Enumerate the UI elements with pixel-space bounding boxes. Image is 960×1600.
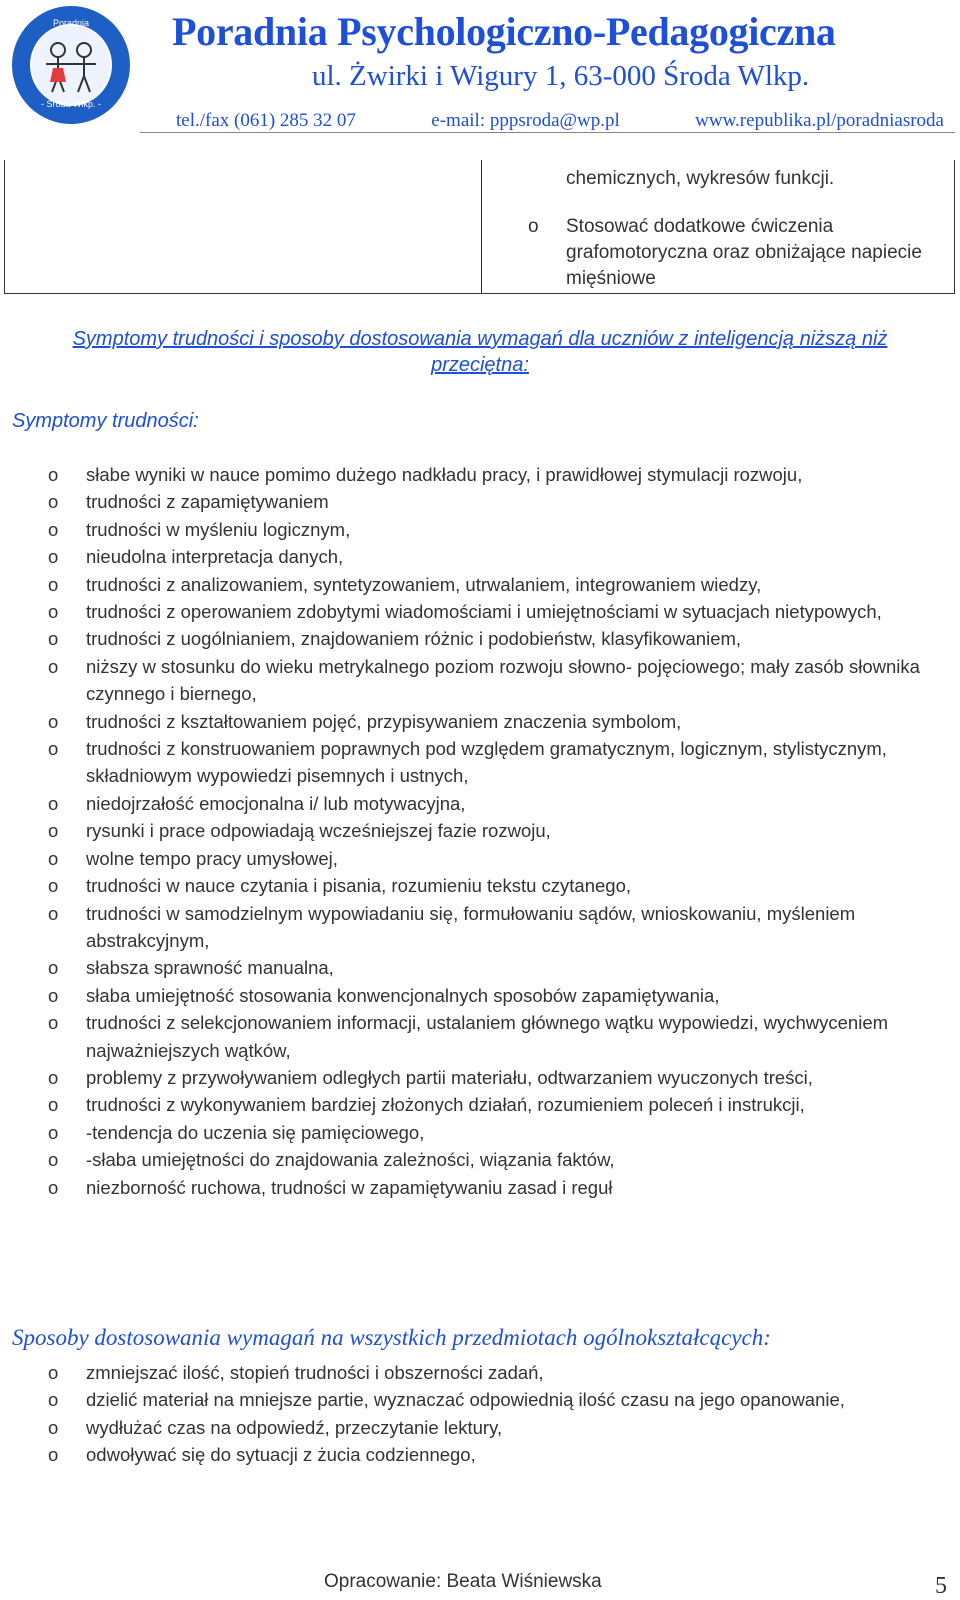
section-heading [0,326,960,378]
page-number: 5 [935,1573,947,1599]
header-divider [140,132,955,133]
list-item: o trudności z wykonywaniem bardziej złożonych działań, rozumieniem poleceń i instrukcji, [0,1091,940,1118]
svg-text:- Środa Wlkp. -: - Środa Wlkp. - [40,99,102,109]
list-item: o trudności z uogólnianiem, znajdowaniem różnic i podobieństw, klasyfikowaniem, [0,625,940,652]
list-item: o słabsza sprawność manualna, [0,954,940,981]
list-item: o wolne tempo pracy umysłowej, [0,845,940,872]
symptoms-heading: Symptomy trudności: [12,410,199,432]
list-item: o wydłużać czas na odpowiedź, przeczytanie lektury, [0,1414,940,1441]
list-item: o trudności z analizowaniem, syntetyzowaniem, utrwalaniem, integrowaniem wiedzy, [0,571,940,598]
list-item: o trudności w myśleniu logicznym, [0,516,940,543]
list-item: o nieudolna interpretacja danych, [0,543,940,570]
list-item: o -tendencja do uczenia się pamięciowego, [0,1119,940,1146]
section-heading-line2: przeciętna: [431,354,529,376]
adjustments-heading: Sposoby dostosowania wymagań na wszystkich przedmiotach ogólnokształcących: [12,1325,771,1350]
clinic-title: Poradnia Psychologiczno-Pedagogiczna [172,9,836,54]
website: www.republika.pl/poradniasroda [695,110,944,131]
letterhead [0,0,960,135]
list-item: o odwoływać się do sytuacji z żucia codziennego, [0,1441,940,1468]
footer-author: Opracowanie: Beata Wiśniewska [324,1571,602,1592]
list-item: o trudności w samodzielnym wypowiadaniu się, formułowaniu sądów, wnioskowaniu, myśleniem abstrakcyjnym, [0,900,940,955]
table-fragment [4,160,955,294]
list-item: o słaba umiejętność stosowania konwencjonalnych sposobów zapamiętywania, [0,982,940,1009]
bullet: o [528,216,539,237]
list-item: o problemy z przywoływaniem odległych partii materiału, odtwarzaniem wyuczonych treści, [0,1064,940,1091]
list-item: o trudności w nauce czytania i pisania, rozumieniu tekstu czytanego, [0,872,940,899]
list-item: o niedojrzałość emocjonalna i/ lub motywacyjna, [0,790,940,817]
list-item: o trudności z zapamiętywaniem [0,488,940,515]
symptoms-list [0,461,940,1201]
section-heading-line1: Symptomy trudności i sposoby dostosowania wymagań dla uczniów z inteligencją niższą niż [72,328,888,350]
list-item: o trudności z operowaniem zdobytymi wiadomościami i umiejętnościami w sytuacjach nietypowych, [0,598,940,625]
adjustments-list [0,1359,940,1469]
table-cell-text: chemicznych, wykresów funkcji. [566,168,835,189]
list-item: o niższy w stosunku do wieku metrykalnego poziom rozwoju słowno- pojęciowego; mały zasób słownika czynnego i biernego, [0,653,940,708]
table-column-divider [481,160,482,293]
email: e-mail: pppsroda@wp.pl [431,110,620,131]
phone: tel./fax (061) 285 32 07 [176,110,356,131]
clinic-address: ul. Żwirki i Wigury 1, 63-000 Środa Wlkp. [312,60,810,92]
contact-line [176,110,944,132]
list-item: o niezborność ruchowa, trudności w zapamiętywaniu zasad i reguł [0,1174,940,1201]
svg-text:Poradnia: Poradnia [52,18,90,28]
list-item: o słabe wyniki w nauce pomimo dużego nadkładu pracy, i prawidłowej stymulacji rozwoju, [0,461,940,488]
list-item: o trudności z kształtowaniem pojęć, przypisywaniem znaczenia symbolom, [0,708,940,735]
clinic-logo-icon [10,4,132,126]
list-item: o rysunki i prace odpowiadają wcześniejszej fazie rozwoju, [0,817,940,844]
list-item: o zmniejszać ilość, stopień trudności i obszerności zadań, [0,1359,940,1386]
list-item: o trudności z konstruowaniem poprawnych pod względem gramatycznym, logicznym, stylistycznym, składniowym wypowiedzi pisemnych i ustnych, [0,735,940,790]
table-cell-item: Stosować dodatkowe ćwiczenia grafomotoryczna oraz obniżające napiecie mięśniowe [566,216,922,289]
list-item: o dzielić materiał na mniejsze partie, wyznaczać odpowiednią ilość czasu na jego opanowanie, [0,1386,940,1413]
list-item: o -słaba umiejętności do znajdowania zależności, wiązania faktów, [0,1146,940,1173]
list-item: o trudności z selekcjonowaniem informacji, ustalaniem głównego wątku wypowiedzi, wychwyceniem najważniejszych wątków, [0,1009,940,1064]
